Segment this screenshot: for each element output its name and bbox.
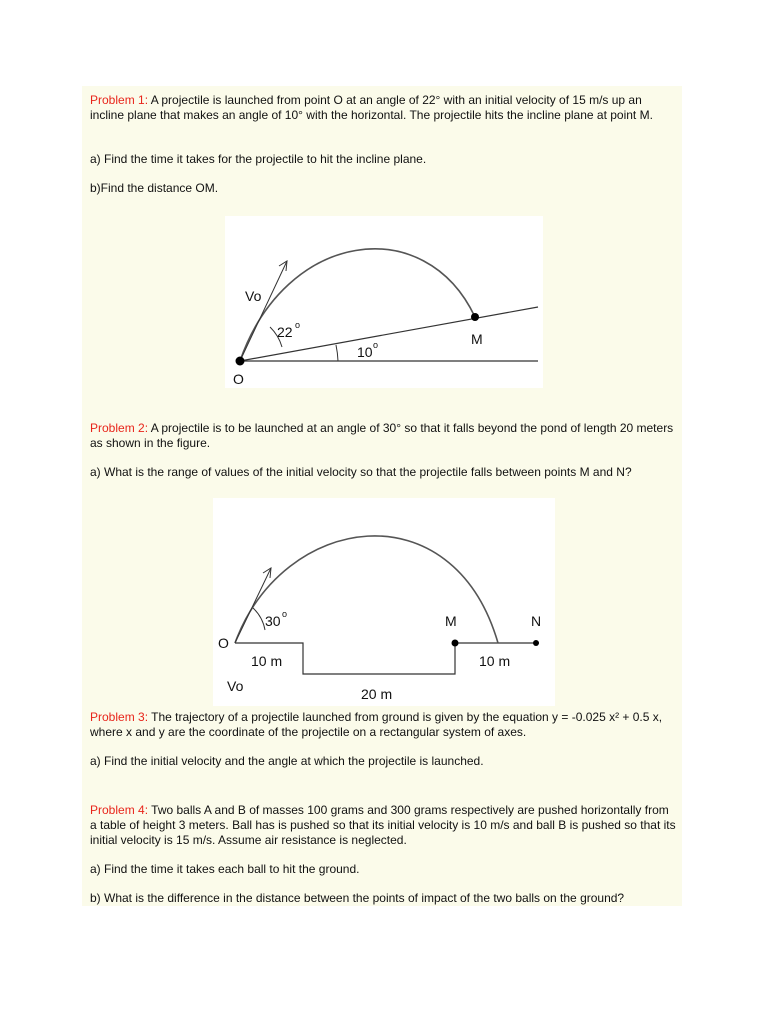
problem-3-question-a: a) Find the initial velocity and the angle at which the projectile is launched. <box>90 754 484 768</box>
problem-2-text: A projectile is to be launched at an angle of 30° so that it falls beyond the pond of length 20 meters as shown in the figure. <box>90 421 674 450</box>
point-m-label: M <box>471 331 483 347</box>
problem-4-question-a: a) Find the time it takes each ball to hit the ground. <box>90 862 360 876</box>
vo-vector-2 <box>235 568 271 643</box>
angle-30-label: 30 <box>265 613 281 629</box>
right-length-label: 10 m <box>479 653 511 669</box>
point-m-label-2: M <box>445 613 457 629</box>
point-o-label-2: O <box>218 635 229 651</box>
vo-vector <box>240 261 287 361</box>
angle-22-degree: o <box>295 320 301 330</box>
angle-10-degree: o <box>373 340 379 350</box>
problem-3-label: Problem 3: <box>90 710 149 724</box>
pond-length-label: 20 m <box>361 686 393 702</box>
vo-label: Vo <box>245 288 262 304</box>
angle-30-degree: o <box>282 609 288 619</box>
point-o-dot <box>236 357 245 366</box>
problem-2-question-a: a) What is the range of values of the initial velocity so that the projectile falls between points M and N? <box>90 465 632 479</box>
problem-4-statement <box>90 803 678 848</box>
problem-1-question-a: a) Find the time it takes for the projectile to hit the incline plane. <box>90 152 427 166</box>
figure-pond-projectile <box>213 498 555 706</box>
figure-incline-projectile <box>225 216 543 388</box>
problem-4-question-b: b) What is the difference in the distance between the points of impact of the two balls on the ground? <box>90 891 625 905</box>
point-n-label: N <box>531 613 542 629</box>
problem-3-statement <box>90 710 678 740</box>
problem-4-label: Problem 4: <box>90 803 149 817</box>
point-n-dot <box>533 640 539 646</box>
point-m-dot-2 <box>452 640 459 647</box>
left-length-label: 10 m <box>251 653 283 669</box>
problem-1-text: A projectile is launched from point O at an angle of 22° with an initial velocity of 15 m/s up an incline plane that makes an angle of 10° with the horizontal. The projectile hits the incline plane at point M. <box>90 93 653 122</box>
problem-1-statement <box>90 93 678 123</box>
problem-3-text: The trajectory of a projectile launched from ground is given by the equation y = -0.025 x² + 0.5 x, where x and y are the coordinate of the projectile on a rectangular system of axes. <box>90 710 663 739</box>
problem-4-text: Two balls A and B of masses 100 grams and 300 grams respectively are pushed horizontally from a table of height 3 meters. Ball has is pushed so that its initial velocity is 10 m/s and ball B is pushed so that its initial velocity is 15 m/s. Assume air resistance is neglected. <box>90 803 676 847</box>
point-o-label: O <box>233 371 244 387</box>
problems-panel <box>82 86 682 906</box>
angle-10-label: 10 <box>357 344 373 360</box>
point-m-dot <box>471 313 479 321</box>
angle-30-arc <box>253 608 265 630</box>
angle-22-label: 22 <box>277 324 293 340</box>
problem-1-label: Problem 1: <box>90 93 149 107</box>
problem-2-statement <box>90 421 678 451</box>
vo-label-2: Vo <box>227 678 244 694</box>
angle-10-arc <box>336 345 338 361</box>
problem-2-label: Problem 2: <box>90 421 149 435</box>
problem-1-question-b: b)Find the distance OM. <box>90 181 219 195</box>
